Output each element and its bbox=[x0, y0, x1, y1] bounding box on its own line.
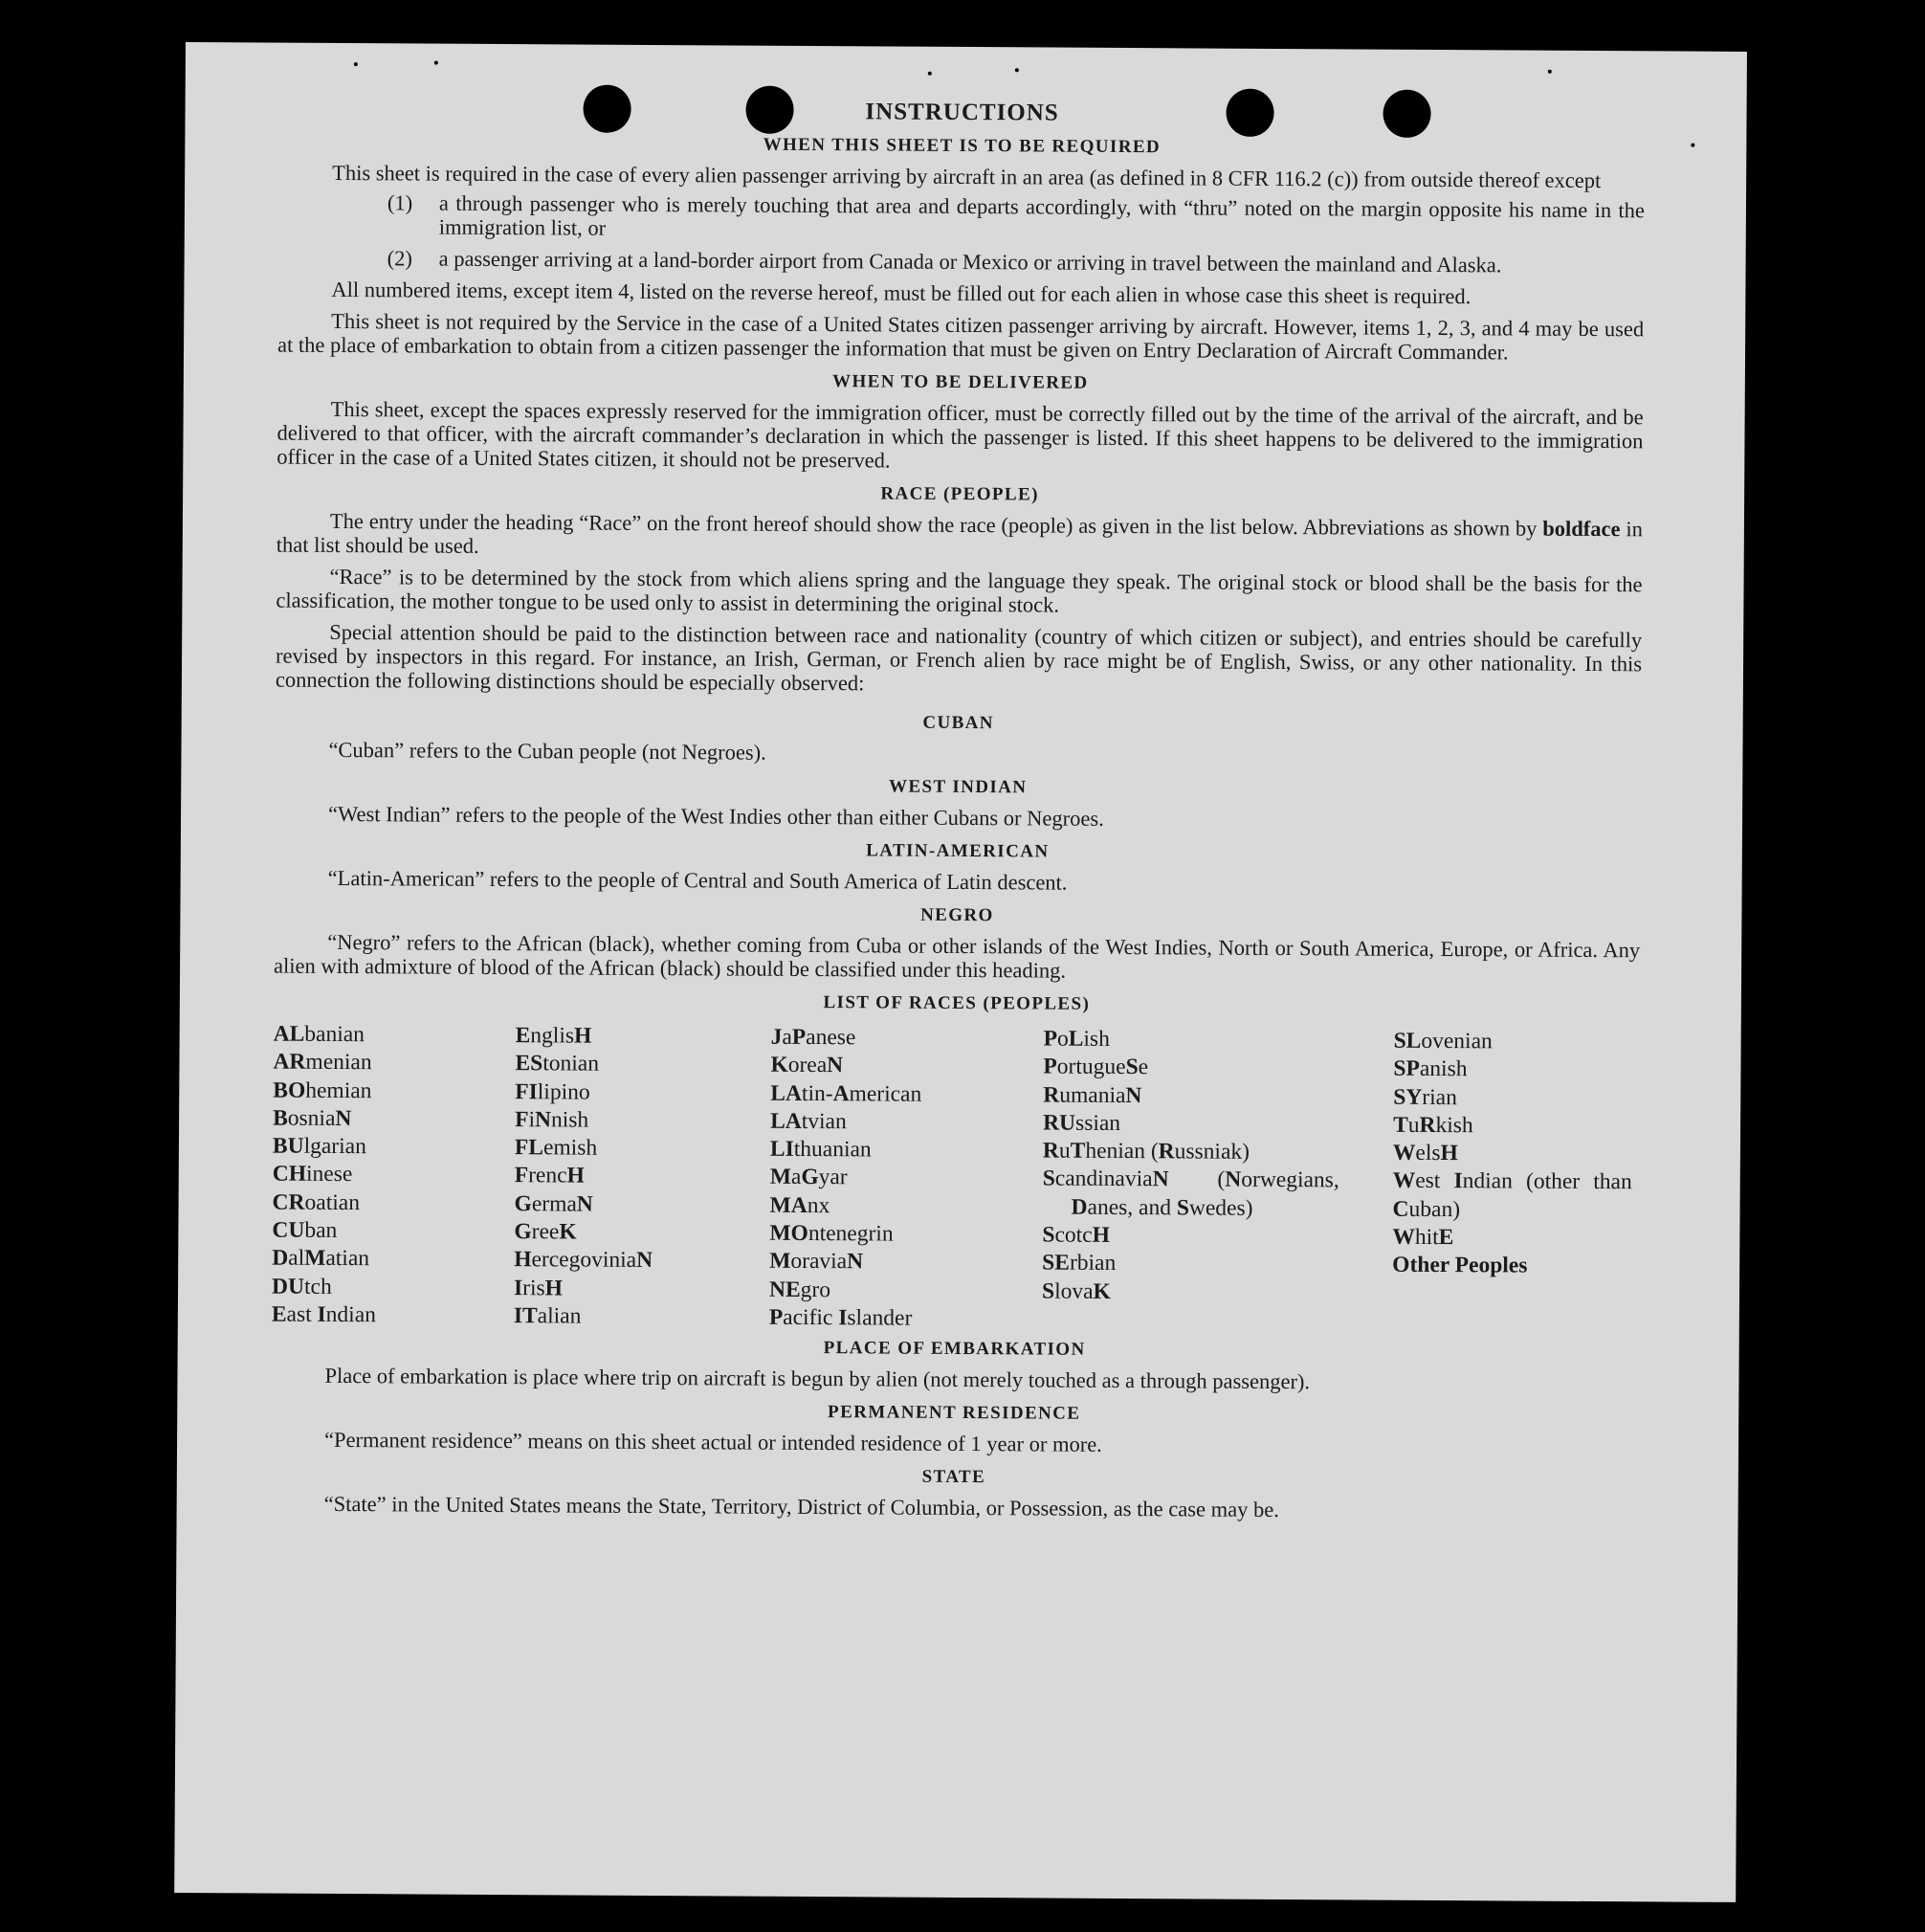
race-entry: GreeK bbox=[514, 1219, 577, 1245]
speck bbox=[434, 61, 438, 65]
paragraph-all-items: All numbered items, except item 4, listed on the reverse hereof, must be filled out for each alien in whose case this sheet is required. bbox=[331, 277, 1471, 309]
race-entry: SLovenian bbox=[1393, 1028, 1493, 1055]
speck bbox=[1691, 144, 1694, 147]
race-entry: NEgro bbox=[768, 1277, 831, 1302]
paragraph-state: “State” in the United States means the State, Territory, District of Columbia, or Possession, as the case may be. bbox=[323, 1492, 1279, 1522]
race-entry: GermaN bbox=[514, 1190, 593, 1217]
race-entry: EnglisH bbox=[515, 1023, 592, 1049]
paragraph-latin-american: “Latin-American” refers to the people of Central and South America of Latin descent. bbox=[327, 865, 1068, 895]
race-entry: DalMatian bbox=[272, 1245, 370, 1272]
race-entry: RUssian bbox=[1043, 1110, 1121, 1136]
speck bbox=[928, 72, 932, 76]
race-entry: MOntenegrin bbox=[769, 1220, 894, 1247]
race-entry: ARmenian bbox=[273, 1049, 372, 1076]
speck bbox=[354, 62, 358, 66]
race-entry: LIthuanian bbox=[769, 1136, 872, 1163]
race-entry: SlovaK bbox=[1041, 1278, 1111, 1304]
paragraph-intro: This sheet is required in the case of every alien passenger arriving by aircraft in an area (as defined in 8 CFR 116.2 (c)) from outside thereof except bbox=[332, 160, 1602, 193]
paragraph-not-required: This sheet is not required by the Service in the case of a United States citizen passenger arriving by aircraft. However, items 1, 2, 3, and 4 may be used at the place of embarkation to obtain from a citizen passenger the information that must be given on Entry Declaration of Aircraft Commander. bbox=[277, 308, 1645, 365]
race-entry: TuRkish bbox=[1393, 1112, 1473, 1139]
race-entry: LAtin-American bbox=[770, 1080, 922, 1107]
races-column bbox=[272, 1021, 516, 1331]
paragraph-negro: “Negro” refers to the African (black), whether coming from Cuba or other islands of the West Indies, North or South America, Europe, or Africa. Any alien with admixture of blood of the African (black) should be classified under this heading. bbox=[274, 929, 1641, 983]
paragraph-delivered: This sheet, except the spaces expressly reserved for the immigration officer, must be correctly filled out by the time of the arrival of the aircraft, and be delivered to that officer, with the aircraft commander’s declaration in which the passenger is listed. If this sheet happens to be delivered to the immigration officer in the case of a United States citizen, it should not be preserved. bbox=[277, 396, 1644, 473]
heading-permanent-residence: PERMANENT RESIDENCE bbox=[828, 1402, 1081, 1425]
race-entry: ALbanian bbox=[273, 1021, 365, 1048]
race-entry: Other Peoples bbox=[1392, 1253, 1528, 1278]
paragraph-race-entry: The entry under the heading “Race” on the front hereof should show the race (people) as given in the list below. Abbreviations as shown by boldface in that list should be used. bbox=[276, 508, 1643, 558]
race-entry: RuThenian (Russniak) bbox=[1042, 1138, 1250, 1166]
heading-negro: NEGRO bbox=[920, 904, 994, 926]
paragraph-race-stock: “Race” is to be determined by the stock from which aliens spring and the language they speak. The original stock or blood shall be the basis for the classification, the mother tongue to be used only to assist in determining the original stock. bbox=[276, 564, 1643, 617]
race-entry: KoreaN bbox=[770, 1053, 844, 1078]
race-entry: West Indian (other than Cuban) bbox=[1392, 1168, 1632, 1222]
heading-cuban: CUBAN bbox=[922, 712, 995, 734]
race-entry: ScotcH bbox=[1042, 1222, 1110, 1249]
heading-embarkation: PLACE OF EMBARKATION bbox=[823, 1338, 1086, 1361]
race-entry: MAnx bbox=[769, 1192, 830, 1218]
heading-latin-american: LATIN-AMERICAN bbox=[866, 840, 1050, 862]
race-entry: BOhemian bbox=[273, 1077, 372, 1103]
race-entry: CRoatian bbox=[272, 1189, 361, 1215]
race-entry: SPanish bbox=[1393, 1056, 1468, 1082]
paragraph-race-nationality: Special attention should be paid to the distinction between race and nationality (country of which citizen or subject), and entries should be carefully revised by inspectors in this regard. For instance, an Irish, German, or French alien by race might be of English, Swiss, or any other nationality. In this connection the following distinctions should be especially observed: bbox=[275, 619, 1643, 696]
paragraph-embarkation: Place of embarkation is place where trip on aircraft is begun by alien (not merely touched as a through passenger). bbox=[324, 1364, 1311, 1394]
race-entry: BosniaN bbox=[273, 1105, 352, 1131]
races-list bbox=[272, 1021, 1640, 1338]
race-entry: SYrian bbox=[1393, 1084, 1457, 1110]
speck bbox=[1548, 70, 1552, 74]
race-entry: FIlipino bbox=[515, 1078, 590, 1105]
race-entry: ScandinaviaN (Norwegians, Danes, and Swedes) bbox=[1042, 1166, 1339, 1221]
heading-state: STATE bbox=[921, 1466, 986, 1488]
heading-when-required: WHEN THIS SHEET IS TO BE REQUIRED bbox=[763, 134, 1162, 158]
heading-when-delivered: WHEN TO BE DELIVERED bbox=[832, 371, 1089, 393]
race-entry: WhitE bbox=[1392, 1224, 1454, 1251]
race-entry: ITalian bbox=[513, 1303, 582, 1329]
paragraph-permanent-residence: “Permanent residence” means on this sheet actual or intended residence of 1 year or more. bbox=[324, 1428, 1102, 1457]
race-entry: WelsH bbox=[1392, 1140, 1458, 1166]
races-column bbox=[769, 1024, 1044, 1334]
race-entry: JaPanese bbox=[770, 1024, 856, 1051]
race-entry: SErbian bbox=[1042, 1250, 1117, 1277]
race-entry: FrencH bbox=[514, 1163, 585, 1189]
race-entry: PortugueSe bbox=[1043, 1054, 1149, 1080]
races-column bbox=[1042, 1025, 1394, 1335]
instructions-text bbox=[271, 97, 1646, 1532]
race-entry: Pacific Islander bbox=[768, 1304, 913, 1331]
race-entry: EStonian bbox=[515, 1051, 600, 1077]
race-entry: LAtvian bbox=[770, 1108, 847, 1135]
heading-list-of-races: LIST OF RACES (PEOPLES) bbox=[823, 992, 1091, 1014]
race-entry: BUlgarian bbox=[272, 1133, 366, 1160]
race-entry: CUban bbox=[272, 1217, 338, 1244]
race-entry: RumaniaN bbox=[1043, 1082, 1142, 1108]
heading-race: RACE (PEOPLE) bbox=[880, 483, 1039, 505]
race-entry: IrisH bbox=[513, 1275, 564, 1301]
races-column bbox=[1392, 1028, 1640, 1338]
paragraph-west-indian: “West Indian” refers to the people of the West Indies other than either Cubans or Negroes. bbox=[328, 801, 1104, 831]
race-entry: PoLish bbox=[1043, 1026, 1110, 1052]
race-entry: DUtch bbox=[271, 1274, 332, 1299]
page-title: INSTRUCTIONS bbox=[865, 99, 1059, 126]
race-entry: FLemish bbox=[514, 1135, 598, 1161]
race-entry: MoraviaN bbox=[769, 1249, 864, 1275]
race-entry: East Indian bbox=[271, 1301, 377, 1328]
speck bbox=[1015, 68, 1019, 72]
race-entry: MaGyar bbox=[769, 1165, 848, 1190]
heading-west-indian: WEST INDIAN bbox=[888, 776, 1028, 798]
document-sheet bbox=[174, 42, 1747, 1902]
exception-item: (2) a passenger arriving at a land-border airport from Canada or Mexico or arriving in travel between the mainland and Alaska. bbox=[387, 246, 1502, 278]
races-column bbox=[514, 1022, 771, 1332]
paragraph-cuban: “Cuban” refers to the Cuban people (not Negroes). bbox=[328, 737, 766, 765]
exception-item: (1) a through passenger who is merely touching that area and departs accordingly, with “thru” noted on the margin opposite his name in the immigration list, or bbox=[387, 190, 1646, 240]
race-entry: HercegoviniaN bbox=[514, 1247, 653, 1274]
race-entry: CHinese bbox=[272, 1162, 353, 1188]
race-entry: FiNnish bbox=[515, 1107, 589, 1133]
